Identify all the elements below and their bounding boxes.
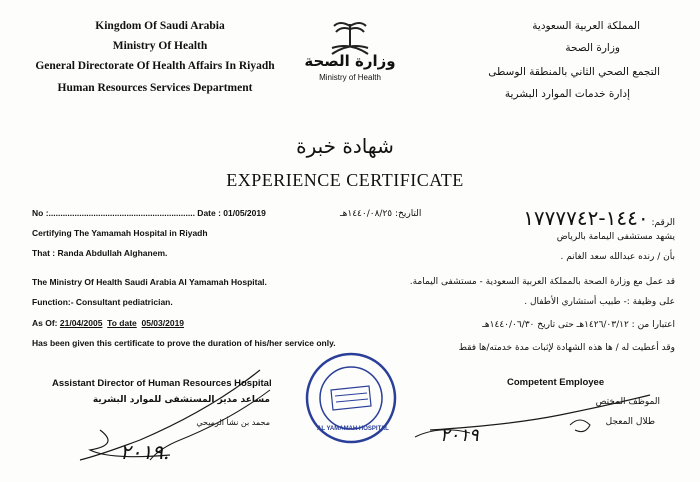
right-signatory-title: Competent Employee xyxy=(507,377,605,388)
ministry-logo xyxy=(300,16,400,86)
from-date: 21/04/2005 xyxy=(59,318,103,328)
header-en-line-1: Kingdom Of Saudi Arabia xyxy=(95,20,225,32)
left-handwritten-year: ٢٠١٩. xyxy=(120,440,170,464)
arabic-date-line: التاريخ: ١٤٤٠/٠٨/٢٥هـ xyxy=(340,209,422,219)
to-date: 05/03/2019 xyxy=(141,318,185,328)
arabic-worked-line: قد عمل مع وزارة الصحة بالمملكة العربية السعودية - مستشفى اليمامة. xyxy=(409,277,675,287)
logo-english-text: Ministry of Health xyxy=(319,73,381,82)
arabic-period-line: اعتبارا من : ١٤٢٦/٠٣/١٢هـ حتى تاريخ ١٤٤٠/٠٦/٣٠هـ xyxy=(482,320,675,330)
left-signatory-title: Assistant Director of Human Resources Hospital xyxy=(52,378,272,389)
right-signatory-name-ar: طلال المعجل xyxy=(605,417,655,427)
stamp-english-text: AL YAMAMAH HOSPITAL xyxy=(317,426,389,432)
function-line: Function:- Consultant pediatrician. xyxy=(32,297,173,307)
as-of-label: As Of: xyxy=(32,318,58,328)
header-en-line-2: Ministry Of Health xyxy=(112,40,208,52)
hospital-stamp xyxy=(303,350,399,446)
ministry-line: The Ministry Of Health Saudi Arabia Al Yamamah Hospital. xyxy=(32,277,267,287)
arabic-employee-name-line: بأن / رنده عبدالله سعد الغانم . xyxy=(560,252,675,262)
right-handwritten-year: ٢٠١٩ xyxy=(440,425,479,446)
service-period-line xyxy=(32,318,184,328)
arabic-position-line: على وظيفة :- طبيب أستشاري الأطفال . xyxy=(524,297,675,307)
header-en-line-4: Human Resources Services Department xyxy=(57,82,253,94)
arabic-closing-line: وقد أعطيت له / ها هذه الشهادة لإثبات مدة خدمته/ها فقط xyxy=(458,343,675,353)
header-ar-line-1: المملكة العربية السعودية xyxy=(532,20,640,32)
left-signature-scribble xyxy=(60,360,290,470)
header-ar-line-4: إدارة خدمات الموارد البشرية xyxy=(504,88,630,100)
title-arabic: شهادة خبرة xyxy=(296,134,394,158)
left-signatory-title-ar: مساعد مدير المستشفى للموارد البشرية xyxy=(92,395,270,405)
header-ar-line-3: التجمع الصحي الثاني بالمنطقة الوسطى xyxy=(488,66,660,78)
arabic-ref-label: الرقم: xyxy=(651,218,675,228)
title-english: EXPERIENCE CERTIFICATE xyxy=(226,170,464,190)
employee-name-line: That : Randa Abdullah Alghanem. xyxy=(32,248,168,258)
right-signatory-title-ar: الموظف المختص xyxy=(595,397,660,407)
number-date-line: No :.............................................................. Date : 01/05/2019 xyxy=(32,208,266,218)
to-date-label: To date xyxy=(107,318,137,328)
header-ar-line-2: وزارة الصحة xyxy=(565,42,620,54)
duration-statement: Has been given this certificate to prove the duration of his/her service only. xyxy=(32,338,336,348)
header-en-line-3: General Directorate Of Health Affairs In Riyadh xyxy=(35,60,275,72)
left-signatory-name-ar: محمد بن نشأ الرميحي xyxy=(196,418,270,427)
handwritten-reference: ١٤٤٠-١٧٧٧٧٤٢ xyxy=(523,206,649,230)
arabic-certifies-line: يشهد مستشفى اليمامة بالرياض xyxy=(556,232,675,242)
certifying-line: Certifying The Yamamah Hospital in Riyadh xyxy=(32,228,208,238)
logo-arabic-text: وزارة الصحة xyxy=(304,52,396,70)
